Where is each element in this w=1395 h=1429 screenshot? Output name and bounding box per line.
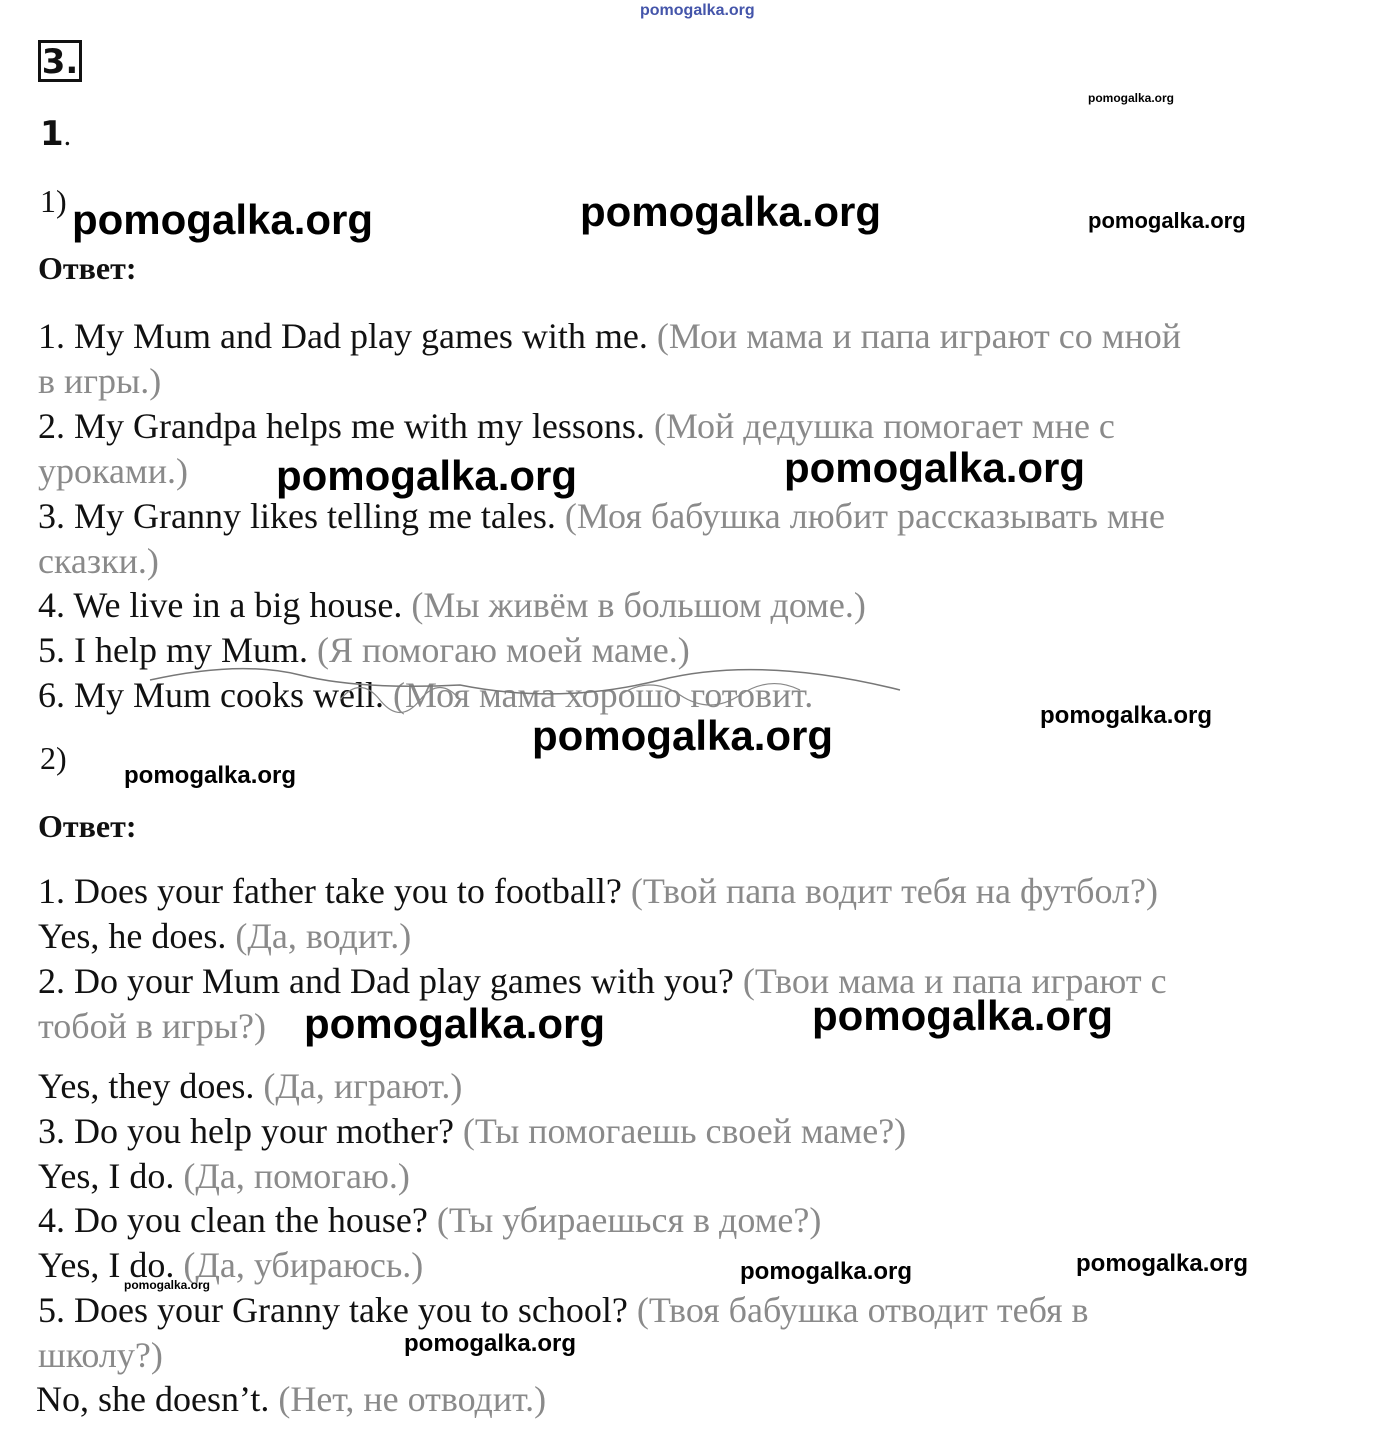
watermark: pomogalka.org bbox=[1076, 1250, 1249, 1277]
watermark: pomogalka.org bbox=[304, 1000, 606, 1047]
part2-line-6 bbox=[38, 1109, 906, 1153]
watermark: pomogalka.org bbox=[1088, 208, 1246, 233]
line-ru: (Да, помогаю.) bbox=[183, 1156, 410, 1196]
line-en: 6. My Mum cooks well. bbox=[38, 675, 384, 715]
line-en: 2. Do your Mum and Dad play games with you? bbox=[38, 961, 734, 1001]
line-ru: тобой в игры?) bbox=[38, 1006, 267, 1046]
watermark: pomogalka.org bbox=[812, 992, 1114, 1039]
part1-line-1 bbox=[38, 314, 1181, 358]
line-en: No, she doesn’t. bbox=[36, 1379, 270, 1419]
line-en: Yes, I do. bbox=[38, 1156, 175, 1196]
part2-line-10 bbox=[38, 1288, 1089, 1332]
line-ru: сказки.) bbox=[38, 541, 159, 581]
watermark: pomogalka.org bbox=[404, 1330, 577, 1357]
watermark: pomogalka.org bbox=[740, 1258, 913, 1285]
exercise-number bbox=[40, 114, 71, 154]
line-ru: (Ты помогаешь своей маме?) bbox=[462, 1111, 907, 1151]
line-en: 4. Do you clean the house? bbox=[38, 1200, 428, 1240]
watermark: pomogalka.org bbox=[1088, 91, 1175, 105]
line-en: Yes, I do. bbox=[38, 1245, 175, 1285]
line-ru: школу?) bbox=[38, 1335, 163, 1375]
watermark: pomogalka.org bbox=[276, 452, 578, 499]
watermark: pomogalka.org bbox=[580, 188, 882, 235]
line-ru: (Твой папа водит тебя на футбол?) bbox=[630, 871, 1158, 911]
line-ru: (Мои мама и папа играют со мной bbox=[656, 316, 1182, 356]
line-ru: (Мой дедушка помогает мне с bbox=[653, 406, 1115, 446]
line-en: Yes, they does. bbox=[38, 1066, 255, 1106]
watermark-top: pomogalka.org bbox=[640, 2, 755, 19]
part2-line-1 bbox=[38, 869, 1158, 913]
part1-line-3 bbox=[38, 404, 1115, 448]
line-ru: (Я помогаю моей маме.) bbox=[316, 630, 690, 670]
line-en: 3. Do you help your mother? bbox=[38, 1111, 454, 1151]
part1-line-2 bbox=[38, 359, 161, 403]
part1-line-4 bbox=[38, 449, 188, 493]
line-en: Yes, he does. bbox=[38, 916, 227, 956]
watermark: pomogalka.org bbox=[124, 1278, 211, 1292]
line-ru: (Да, водит.) bbox=[235, 916, 412, 956]
part1-line-5 bbox=[38, 494, 1165, 538]
line-en: 5. I help my Mum. bbox=[38, 630, 308, 670]
line-ru: (Ты убираешься в доме?) bbox=[436, 1200, 822, 1240]
line-ru: (Твоя бабушка отводит тебя в bbox=[636, 1290, 1089, 1330]
line-ru: (Да, убираюсь.) bbox=[183, 1245, 424, 1285]
pencil-scribble bbox=[40, 660, 920, 720]
part2-label: 2) bbox=[40, 740, 67, 776]
part1-line-6 bbox=[38, 539, 159, 583]
part2-line-7 bbox=[38, 1154, 410, 1198]
part2-line-2 bbox=[38, 914, 411, 958]
part2-line-8 bbox=[38, 1198, 821, 1242]
watermark: pomogalka.org bbox=[124, 762, 297, 789]
line-ru: (Мы живём в большом доме.) bbox=[411, 585, 866, 625]
watermark: pomogalka.org bbox=[1040, 702, 1213, 729]
line-en: 1. My Mum and Dad play games with me. bbox=[38, 316, 648, 356]
watermark: pomogalka.org bbox=[532, 712, 834, 759]
line-ru: (Твои мама и папа играют с bbox=[742, 961, 1167, 1001]
watermark: pomogalka.org bbox=[72, 196, 374, 243]
line-ru: (Нет, не отводит.) bbox=[278, 1379, 547, 1419]
exercise-number-dot: . bbox=[63, 119, 72, 152]
part1-line-7 bbox=[38, 583, 866, 627]
line-en: 4. We live in a big house. bbox=[38, 585, 403, 625]
line-en: 5. Does your Granny take you to school? bbox=[38, 1290, 628, 1330]
part2-line-9 bbox=[38, 1243, 423, 1287]
part1-label: 1) bbox=[40, 183, 67, 219]
line-ru: (Да, играют.) bbox=[263, 1066, 463, 1106]
line-en: 2. My Grandpa helps me with my lessons. bbox=[38, 406, 645, 446]
part2-answer-label: Ответ: bbox=[38, 808, 137, 844]
line-ru: (Моя бабушка любит рассказывать мне bbox=[564, 496, 1165, 536]
line-en: 1. Does your father take you to football? bbox=[38, 871, 622, 911]
exercise-number-digit: 1 bbox=[40, 114, 64, 154]
task-number-box: 3. bbox=[38, 40, 82, 82]
line-en: 3. My Granny likes telling me tales. bbox=[38, 496, 556, 536]
part1-answer-label: Ответ: bbox=[38, 250, 137, 286]
line-ru: (Моя мама хорошо готовит. bbox=[393, 675, 814, 715]
part2-line-11 bbox=[38, 1333, 163, 1377]
part2-line-5 bbox=[38, 1064, 462, 1108]
line-ru: в игры.) bbox=[38, 361, 162, 401]
part2-line-12 bbox=[36, 1377, 546, 1421]
part2-line-4 bbox=[38, 1004, 266, 1048]
line-ru: уроками.) bbox=[38, 451, 188, 491]
watermark: pomogalka.org bbox=[784, 444, 1086, 491]
